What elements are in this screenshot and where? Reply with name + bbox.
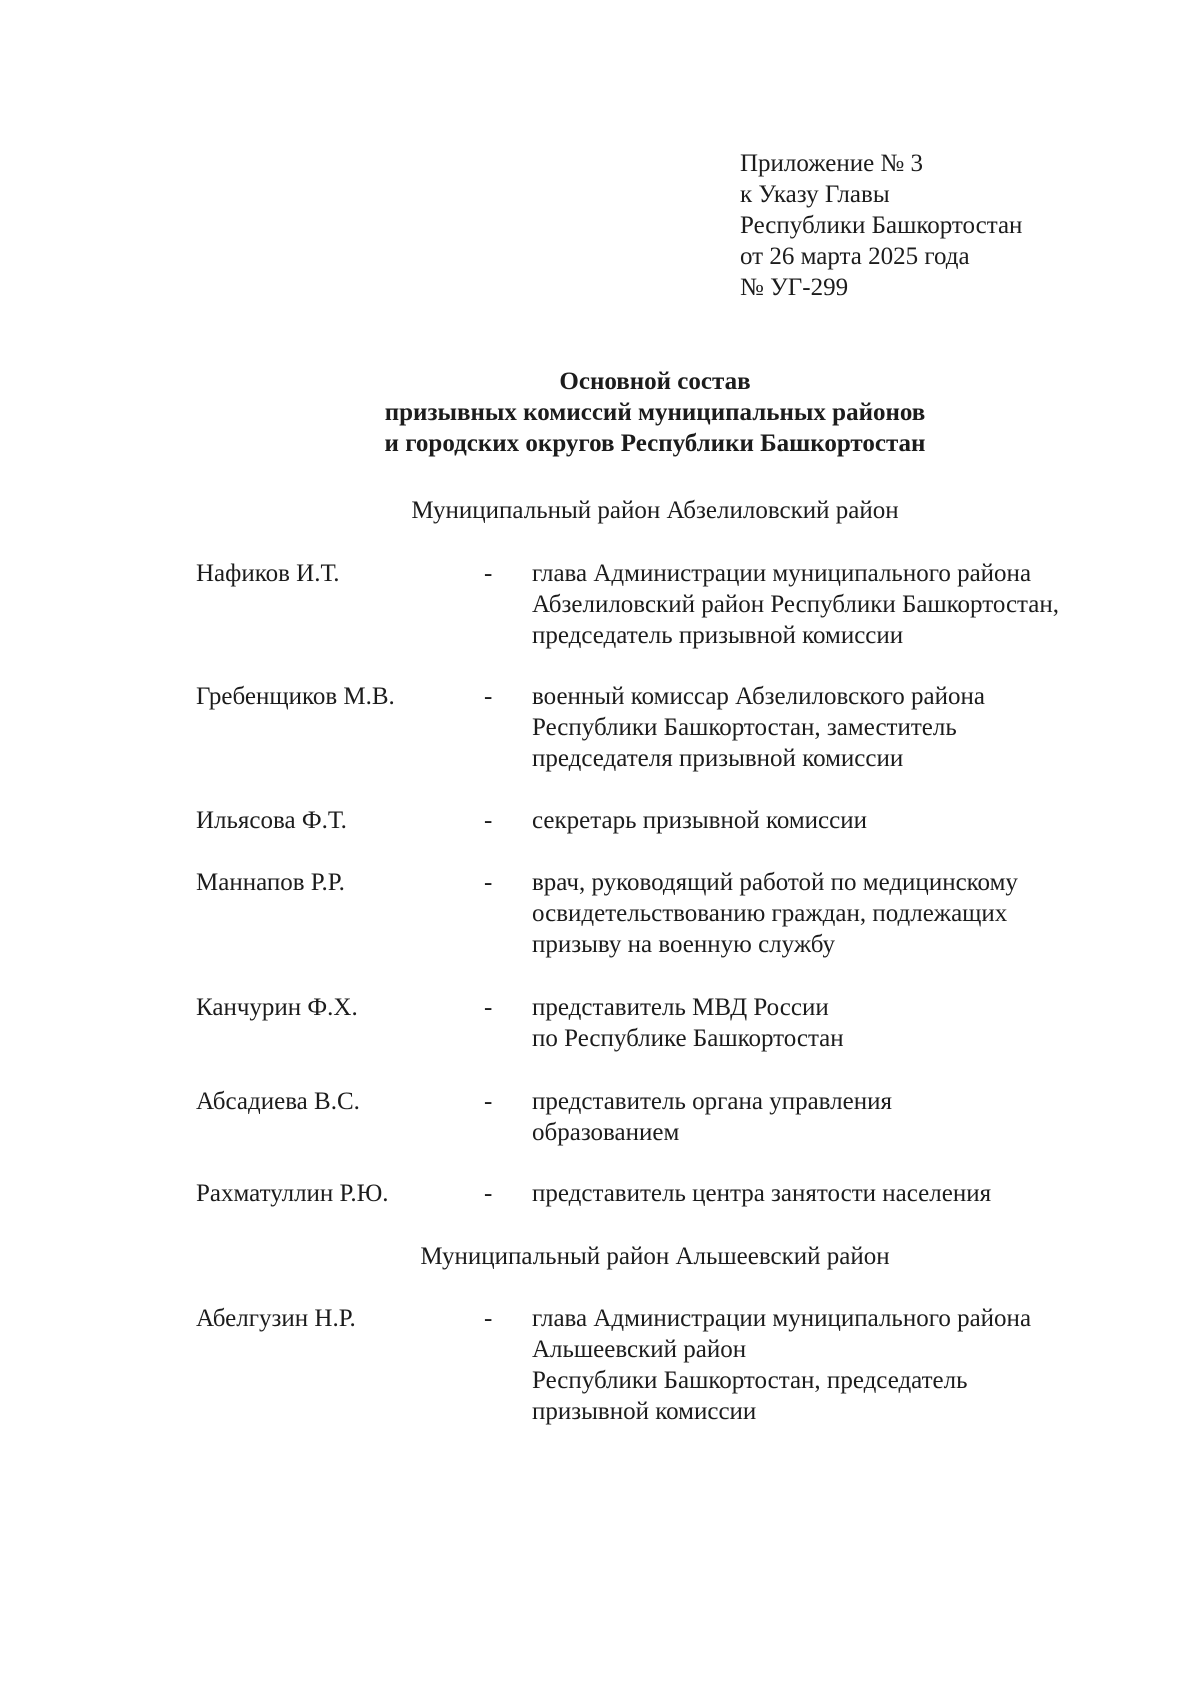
appendix-line: Республики Башкортостан [740, 212, 1023, 239]
role-line: представитель органа управления [532, 1088, 892, 1115]
role-line: председатель призывной комиссии [532, 622, 904, 649]
member-role [532, 867, 1122, 960]
member-role [532, 805, 1122, 836]
role-line: глава Администрации муниципального района [532, 560, 1032, 587]
member-name: Гребенщиков М.В. [196, 683, 395, 710]
member-role [532, 1178, 1122, 1209]
role-line: врач, руководящий работой по медицинскому [532, 869, 1018, 896]
role-line: представитель центра занятости населения [532, 1180, 992, 1207]
title-line: и городских округов Республики Башкортостан [384, 430, 926, 457]
member-dash: - [484, 807, 493, 834]
appendix-reference [740, 148, 1022, 303]
member-dash: - [484, 683, 493, 710]
member-role [532, 1303, 1122, 1427]
member-name: Ильясова Ф.Т. [196, 807, 347, 834]
appendix-line: № УГ-299 [740, 274, 849, 301]
appendix-line: Приложение № 3 [740, 150, 924, 177]
role-line: глава Администрации муниципального района [532, 1305, 1032, 1332]
role-line: Абзелиловский район Республики Башкортостан, [532, 591, 1060, 618]
title-line: Основной состав [559, 368, 751, 395]
district-heading: Муниципальный район Абзелиловский район [411, 497, 899, 524]
district-heading: Муниципальный район Альшеевский район [420, 1243, 890, 1270]
member-dash: - [484, 994, 493, 1021]
role-line: Альшеевский район [532, 1336, 747, 1363]
appendix-line: от 26 марта 2025 года [740, 243, 970, 270]
member-role [532, 558, 1122, 651]
member-role [532, 992, 1122, 1054]
document-title [0, 366, 1200, 459]
role-line: призыву на военную службу [532, 931, 836, 958]
role-line: председателя призывной комиссии [532, 745, 904, 772]
member-dash: - [484, 560, 493, 587]
role-line: секретарь призывной комиссии [532, 807, 868, 834]
role-line: образованием [532, 1119, 680, 1146]
member-name: Рахматуллин Р.Ю. [196, 1180, 389, 1207]
member-dash: - [484, 1180, 493, 1207]
role-line: призывной комиссии [532, 1398, 757, 1425]
title-line: призывных комиссий муниципальных районов [384, 399, 926, 426]
member-dash: - [484, 1088, 493, 1115]
member-name: Абсадиева В.С. [196, 1088, 360, 1115]
role-line: военный комиссар Абзелиловского района [532, 683, 985, 710]
member-role [532, 1086, 1122, 1148]
appendix-line: к Указу Главы [740, 181, 890, 208]
role-line: Республики Башкортостан, заместитель [532, 714, 957, 741]
member-role [532, 681, 1122, 774]
role-line: представитель МВД России [532, 994, 829, 1021]
member-name: Канчурин Ф.Х. [196, 994, 358, 1021]
member-dash: - [484, 1305, 493, 1332]
member-name: Нафиков И.Т. [196, 560, 340, 587]
role-line: освидетельствованию граждан, подлежащих [532, 900, 1008, 927]
member-dash: - [484, 869, 493, 896]
role-line: по Республике Башкортостан [532, 1025, 844, 1052]
role-line: Республики Башкортостан, председатель [532, 1367, 968, 1394]
member-name: Абелгузин Н.Р. [196, 1305, 356, 1332]
member-name: Маннапов Р.Р. [196, 869, 345, 896]
